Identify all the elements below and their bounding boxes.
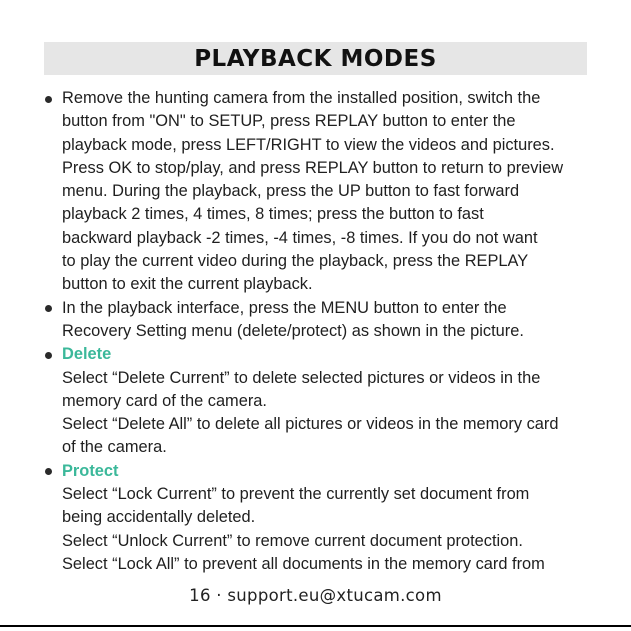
text-line: of the camera. xyxy=(62,438,167,457)
text-line: to play the current video during the playback, press the REPLAY xyxy=(62,252,529,271)
text-line: button to exit the current playback. xyxy=(62,275,313,294)
text-line: Select “Lock All” to prevent all documents in the memory card from xyxy=(62,554,545,573)
protect-heading: Protect xyxy=(62,461,119,480)
bullet-list xyxy=(44,87,596,576)
bottom-divider xyxy=(0,625,631,627)
text-line: backward playback -2 times, -4 times, -8 times. If you do not want xyxy=(62,228,538,247)
page-header-bar xyxy=(44,42,587,75)
bullet-icon xyxy=(45,96,52,103)
text-line: button from "ON" to SETUP, press REPLAY button to enter the xyxy=(62,112,516,131)
content-body xyxy=(44,87,596,576)
bullet-icon xyxy=(45,352,52,359)
text-line: Recovery Setting menu (delete/protect) as shown in the picture. xyxy=(62,321,524,340)
text-line: Press OK to stop/play, and press REPLAY button to return to preview xyxy=(62,158,564,177)
bullet-icon xyxy=(45,468,52,475)
text-line: In the playback interface, press the MENU button to enter the xyxy=(62,298,507,317)
list-item-delete xyxy=(44,343,596,459)
text-line: menu. During the playback, press the UP button to fast forward xyxy=(62,182,520,201)
text-line: Select “Lock Current” to prevent the currently set document from xyxy=(62,485,530,504)
page-footer: 16 · support.eu@xtucam.com xyxy=(189,586,442,605)
text-line: Select “Delete All” to delete all pictures or videos in the memory card xyxy=(62,415,559,434)
list-item-playback-instructions xyxy=(44,87,596,297)
text-line: Remove the hunting camera from the installed position, switch the xyxy=(62,89,541,107)
page-title: PLAYBACK MODES xyxy=(194,45,437,72)
text-line: being accidentally deleted. xyxy=(62,508,256,527)
list-item-menu-instructions xyxy=(44,297,596,344)
bullet-icon xyxy=(45,305,52,312)
text-line: Select “Delete Current” to delete selected pictures or videos in the xyxy=(62,368,541,387)
delete-heading: Delete xyxy=(62,345,112,364)
text-line: memory card of the camera. xyxy=(62,391,267,410)
text-line: playback 2 times, 4 times, 8 times; press the button to fast xyxy=(62,205,484,224)
text-line: Select “Unlock Current” to remove current document protection. xyxy=(62,531,523,550)
list-item-protect xyxy=(44,460,596,576)
text-line: playback mode, press LEFT/RIGHT to view the videos and pictures. xyxy=(62,135,555,154)
